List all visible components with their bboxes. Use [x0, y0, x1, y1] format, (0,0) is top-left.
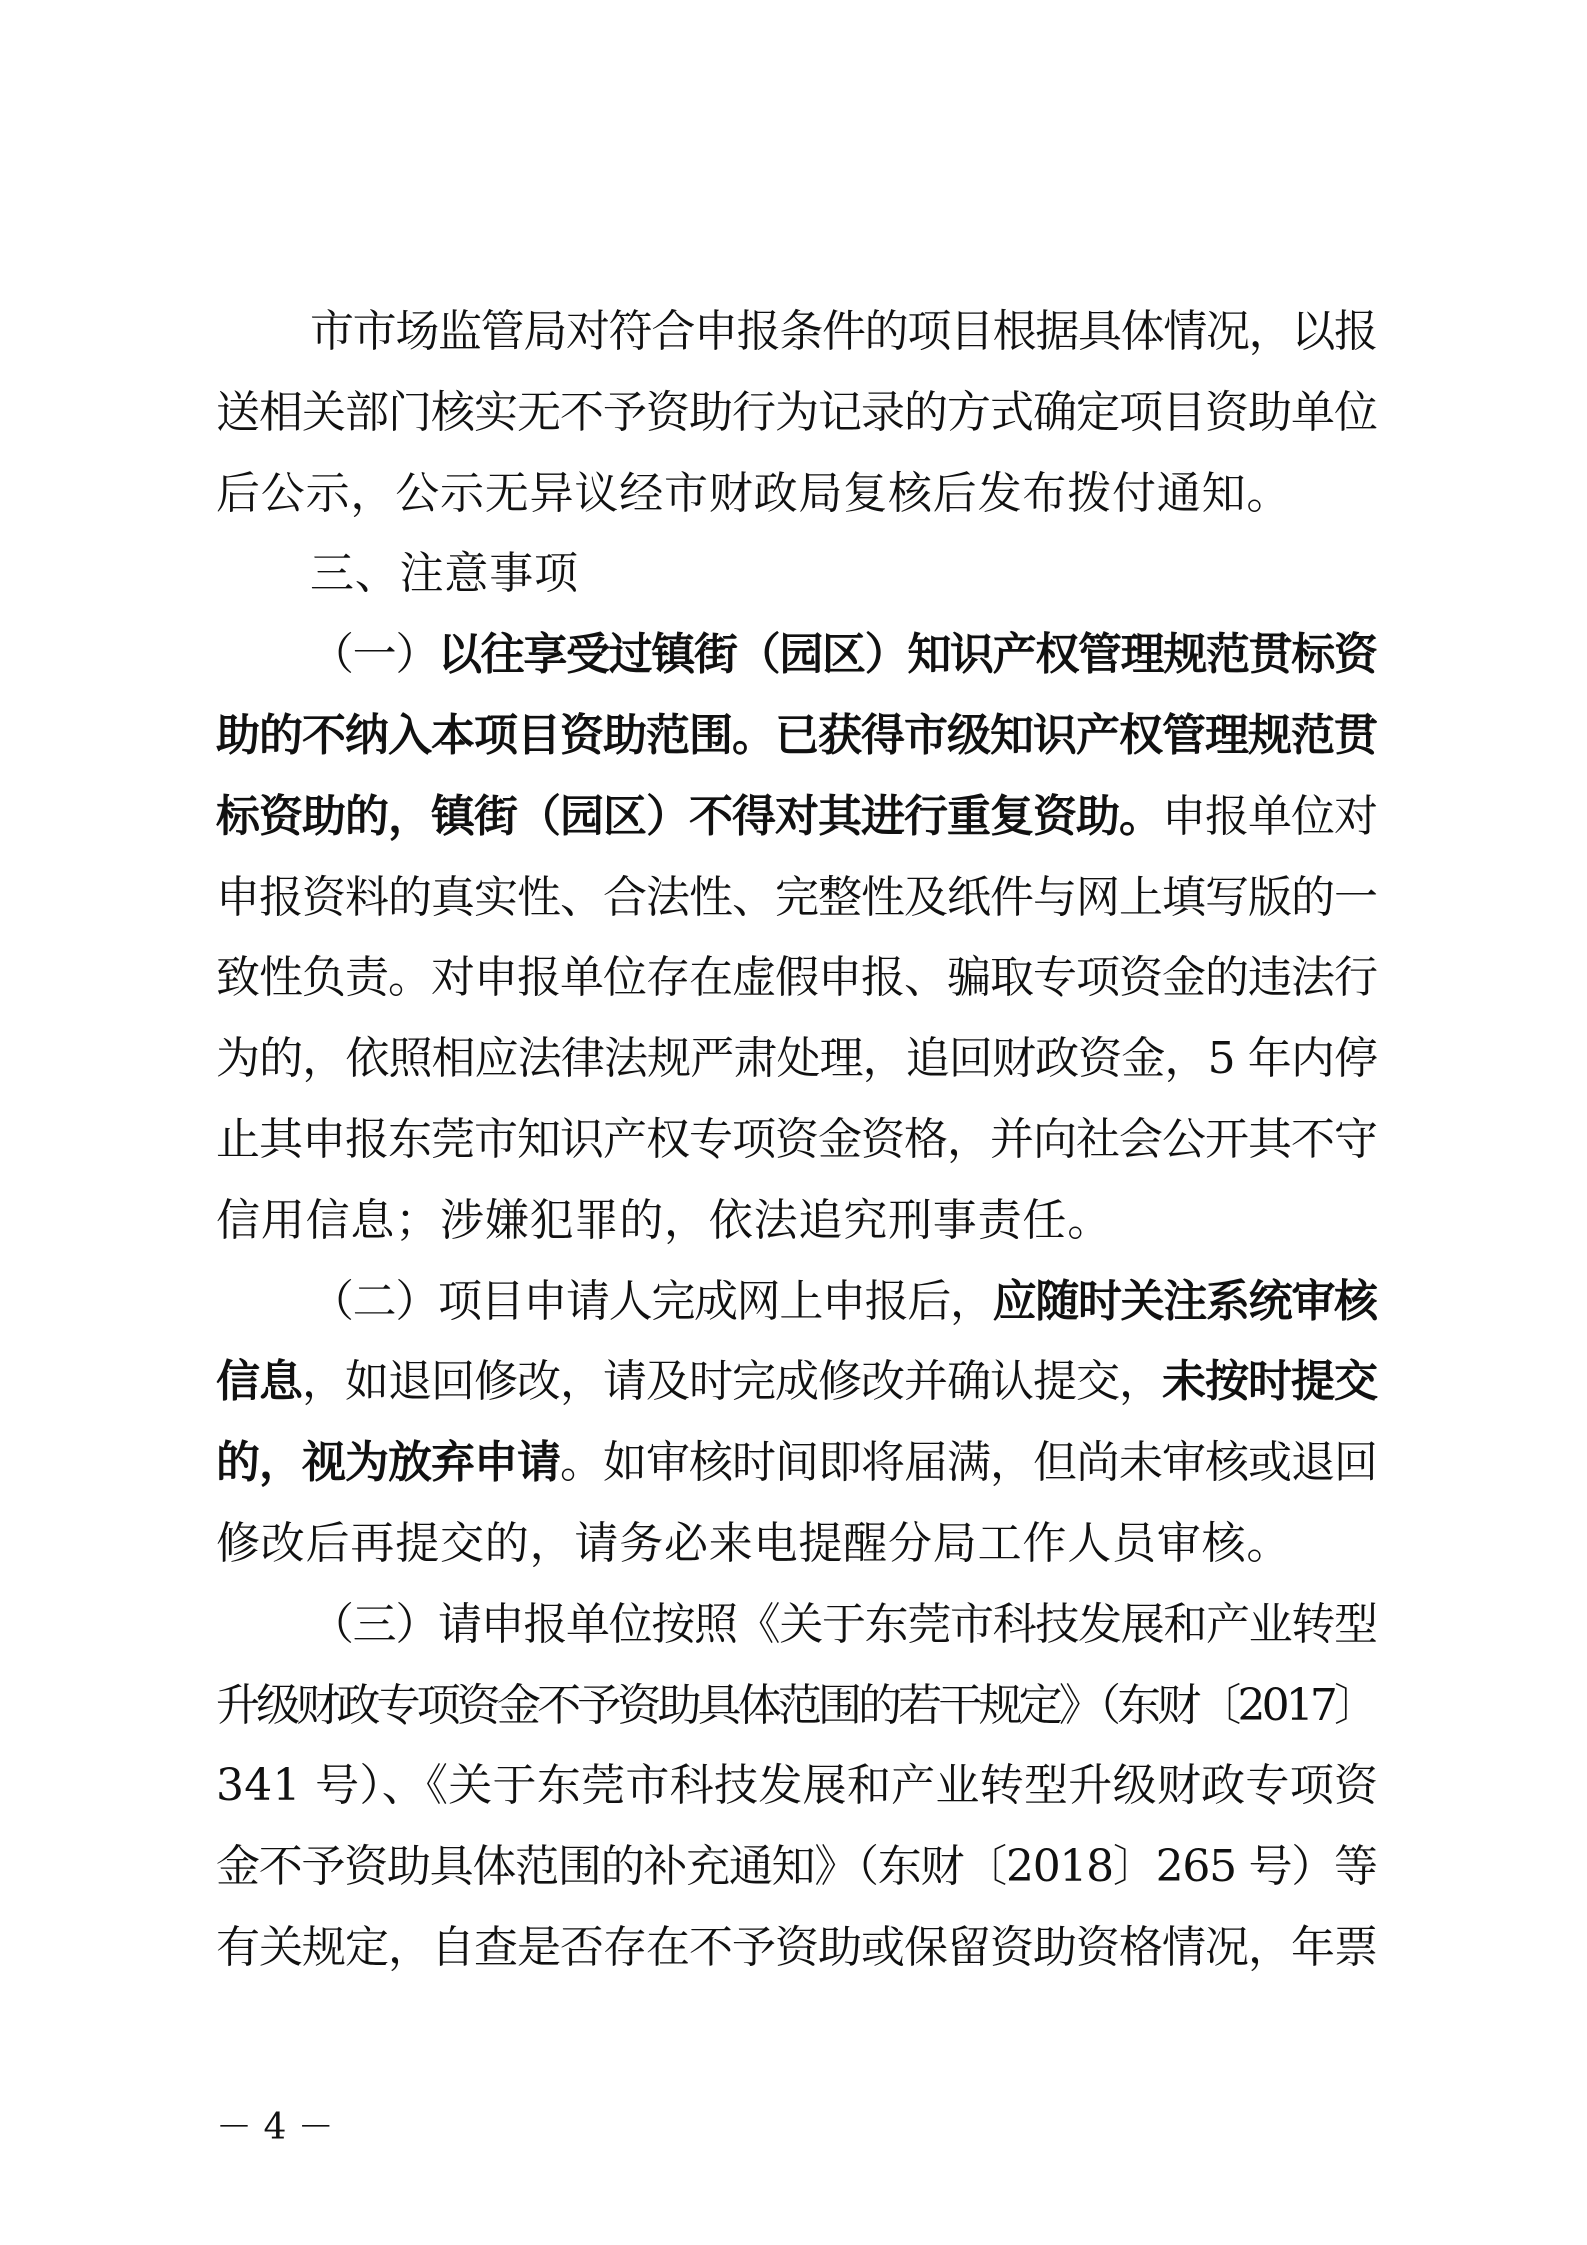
text-segment: 有关规定，自查是否存在不予资助或保留资助资格情况，年票	[216, 1921, 1377, 1973]
paragraph-first-line	[216, 1585, 1378, 1666]
bold-text-segment: 信息	[216, 1356, 302, 1408]
text-segment: （一）	[310, 629, 438, 681]
paragraph-first-line	[216, 292, 1378, 373]
text-segment: 修改后再提交的，请务必来电提醒分局工作人员审核。	[216, 1517, 1292, 1569]
text-segment: 申报单位对	[1162, 790, 1377, 842]
text-segment: 送相关部门核实无不予资助行为记录的方式确定项目资助单位	[216, 386, 1377, 438]
bold-text-segment: 的，视为放弃申请	[216, 1437, 560, 1489]
line-content	[216, 1342, 1377, 1423]
line-content	[310, 1585, 1377, 1666]
text-segment: 为的，依照相应法律法规严肃处理，追回财政资金，5 年内停	[216, 1033, 1378, 1085]
text-line	[216, 1019, 1378, 1100]
bold-text-segment: 未按时提交	[1162, 1356, 1377, 1408]
line-content	[216, 1746, 1378, 1827]
line-content	[216, 1423, 1377, 1504]
text-segment: 申报资料的真实性、合法性、完整性及纸件与网上填写版的一	[216, 871, 1377, 923]
line-content	[216, 1504, 1291, 1585]
line-content	[216, 1908, 1377, 1989]
line-content	[216, 1181, 1112, 1262]
text-segment: 后公示，公示无异议经市财政局复核后发布拨付通知。	[216, 467, 1292, 519]
line-content	[216, 777, 1377, 858]
line-content	[216, 454, 1291, 535]
text-line	[216, 696, 1378, 777]
body-text	[216, 292, 1378, 1989]
paragraph-first-line	[216, 1262, 1378, 1343]
text-segment: 三、注意事项	[310, 548, 579, 600]
text-line	[216, 1181, 1378, 1262]
text-line	[216, 777, 1378, 858]
text-line	[216, 454, 1378, 535]
text-line	[216, 938, 1378, 1019]
line-content	[216, 938, 1377, 1019]
paragraph-first-line	[216, 534, 1378, 615]
line-content	[216, 1100, 1377, 1181]
line-content	[216, 1019, 1377, 1100]
text-segment: 止其申报东莞市知识产权专项资金资格，并向社会公开其不守	[216, 1113, 1377, 1165]
text-segment: 。如审核时间即将届满，但尚未审核或退回	[560, 1437, 1377, 1489]
line-content	[310, 534, 579, 615]
text-line	[216, 1827, 1378, 1908]
text-line	[216, 1908, 1378, 1989]
text-segment: （二）项目申请人完成网上申报后，	[310, 1275, 993, 1327]
text-segment: 信用信息；涉嫌犯罪的，依法追究刑事责任。	[216, 1194, 1112, 1246]
text-line	[216, 1100, 1378, 1181]
text-line	[216, 1504, 1378, 1585]
line-content	[310, 615, 1377, 696]
text-line	[216, 858, 1378, 939]
line-content	[216, 1827, 1377, 1908]
text-line	[216, 1666, 1378, 1747]
line-content	[216, 696, 1377, 777]
text-segment: 金不予资助具体范围的补充通知》（东财〔2018〕265 号）等	[216, 1841, 1377, 1893]
text-line	[216, 1342, 1378, 1423]
text-segment: 致性负责。对申报单位存在虚假申报、骗取专项资金的违法行	[216, 952, 1377, 1004]
line-content	[216, 858, 1377, 939]
text-segment: 341 号）、《关于东莞市科技发展和产业转型升级财政专项资	[216, 1760, 1379, 1812]
text-line	[216, 1746, 1378, 1827]
line-content	[216, 373, 1377, 454]
text-segment: 市市场监管局对符合申报条件的项目根据具体情况，以报	[310, 306, 1377, 357]
text-line	[216, 373, 1378, 454]
text-line	[216, 1423, 1378, 1504]
line-content	[310, 292, 1377, 373]
paragraph-first-line	[216, 615, 1378, 696]
bold-text-segment: 标资助的，镇街（园区）不得对其进行重复资助。	[216, 790, 1162, 842]
bold-text-segment: 助的不纳入本项目资助范围。已获得市级知识产权管理规范贯	[216, 709, 1377, 761]
line-content	[310, 1262, 1377, 1343]
line-content	[216, 1666, 1374, 1747]
bold-text-segment: 以往享受过镇街（园区）知识产权管理规范贯标资	[438, 629, 1377, 681]
page-number: － 4 －	[216, 2107, 334, 2148]
text-segment: ，如退回修改，请及时完成修改并确认提交，	[302, 1356, 1162, 1408]
bold-text-segment: 应随时关注系统审核	[992, 1275, 1377, 1327]
text-segment: 升级财政专项资金不予资助具体范围的若干规定》（东财〔2017〕	[216, 1679, 1375, 1731]
text-segment: （三）请申报单位按照《关于东莞市科技发展和产业转型	[310, 1598, 1377, 1650]
